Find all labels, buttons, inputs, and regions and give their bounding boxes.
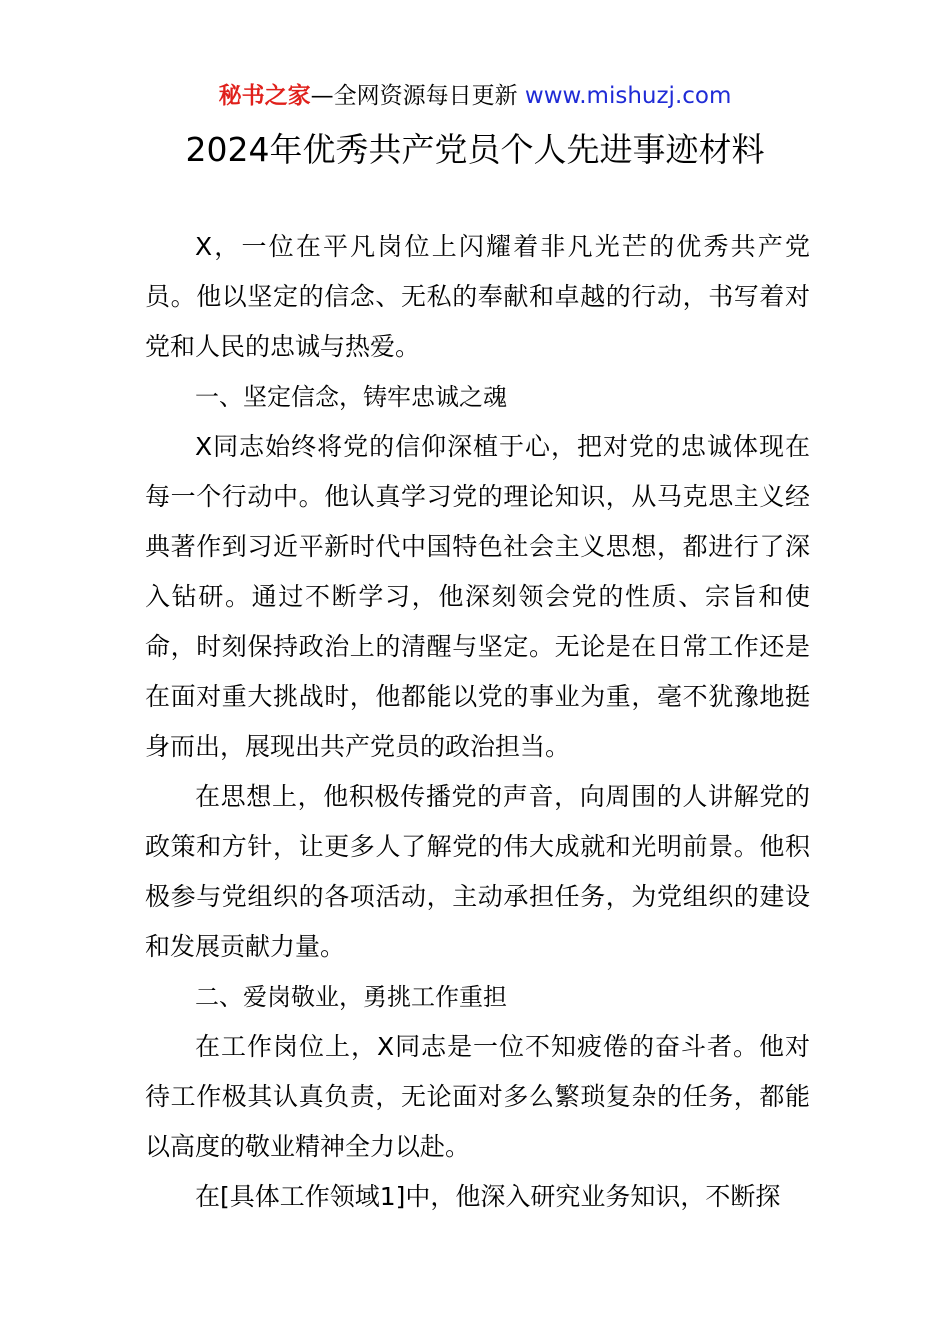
paragraph-intro: X，一位在平凡岗位上闪耀着非凡光芒的优秀共产党员。他以坚定的信念、无私的奉献和卓越的行动，书写着对党和人民的忠诚与热爱。 xyxy=(145,232,810,361)
paragraph-faith: X同志始终将党的信仰深植于心，把对党的忠诚体现在每一个行动中。他认真学习党的理论知识，从马克思主义经典著作到习近平新时代中国特色社会主义思想，都进行了深入钻研。通过不断学习，他深刻领会党的性质、宗旨和使命，时刻保持政治上的清醒与坚定。无论是在日常工作还是在面对重大挑战时，他都能以党的事业为重，毫不犹豫地挺身而出，展现出共产党员的政治担当。 xyxy=(145,432,810,761)
paragraph-thought: 在思想上，他积极传播党的声音，向周围的人讲解党的政策和方针，让更多人了解党的伟大成就和光明前景。他积极参与党组织的各项活动，主动承担任务，为党组织的建设和发展贡献力量。 xyxy=(145,782,810,961)
site-header xyxy=(0,80,950,112)
site-url-link[interactable]: www.mishuzj.com xyxy=(524,83,732,109)
paragraph-work: 在工作岗位上，X同志是一位不知疲倦的奋斗者。他对待工作极其认真负责，无论面对多么繁琐复杂的任务，都能以高度的敬业精神全力以赴。 xyxy=(145,1032,810,1161)
site-tagline: —全网资源每日更新 xyxy=(310,83,518,109)
document-title: 2024年优秀共产党员个人先进事迹材料 xyxy=(185,130,765,169)
document-body xyxy=(145,222,810,1222)
site-brand: 秘书之家 xyxy=(218,83,311,109)
section-heading-2: 二、爱岗敬业，勇挑工作重担 xyxy=(195,983,507,1011)
section-heading-1: 一、坚定信念，铸牢忠诚之魂 xyxy=(195,383,507,411)
paragraph-field: 在[具体工作领域1]中，他深入研究业务知识，不断探 xyxy=(195,1182,781,1211)
